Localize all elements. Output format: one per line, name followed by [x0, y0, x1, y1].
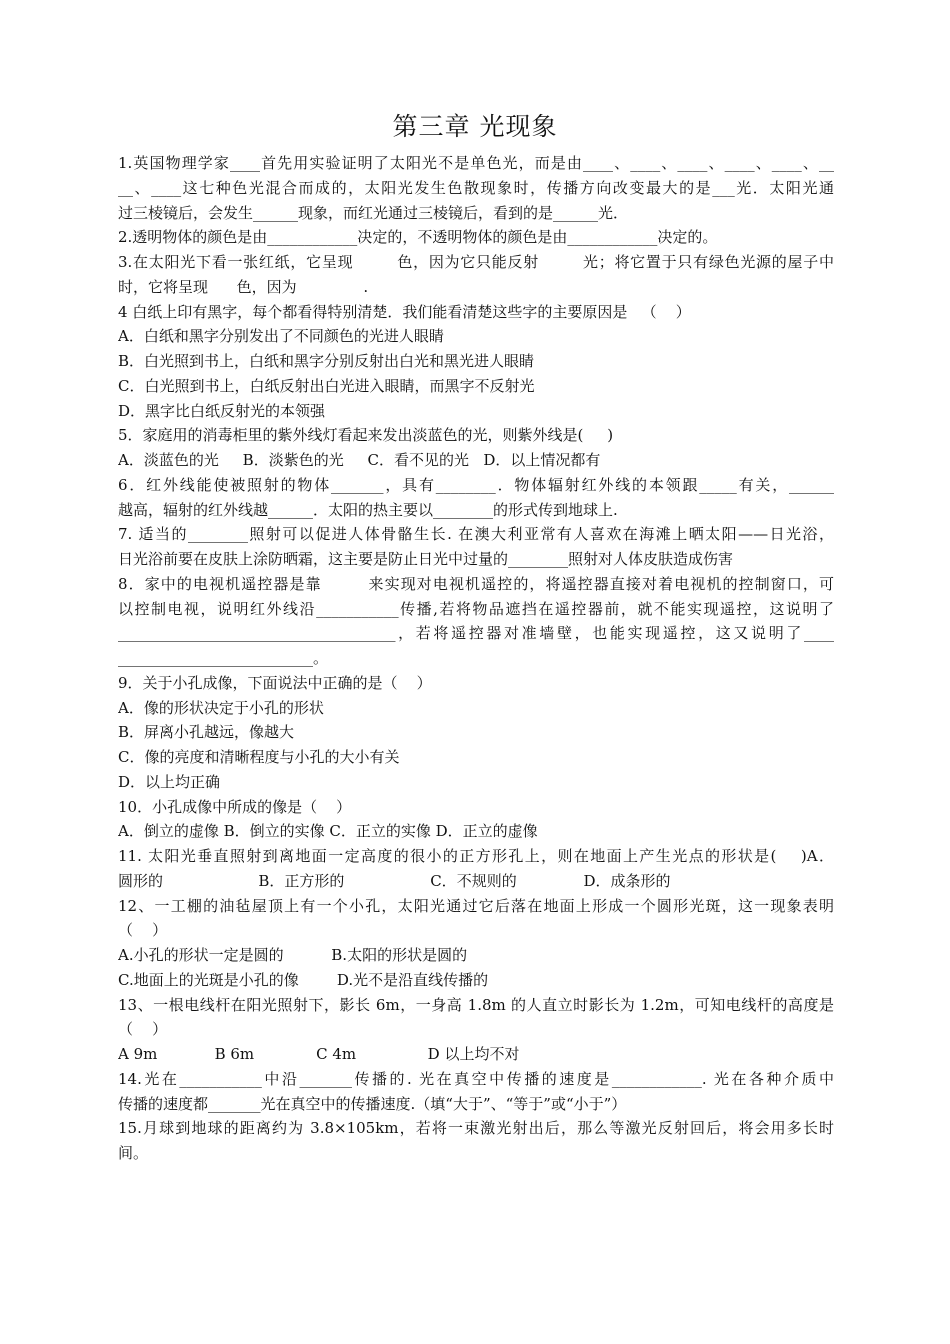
text-line: 时，它将呈现 色，因为 . [118, 277, 369, 296]
page-title: 第三章 光现象 [392, 112, 558, 141]
text-line: 2.透明物体的颜色是由____________决定的，不透明物体的颜色是由____________决定的。 [118, 228, 718, 247]
option-line: C．像的亮度和清晰程度与小孔的大小有关 [118, 748, 400, 766]
text-line: __、____这七种色光混合而成的，太阳光发生色散现象时，传播方向改变最大的是___光．太阳光通 [118, 178, 834, 197]
text-line: _____________________________________，若将遥控器对准墙壁，也能实现遥控，这又说明了____ [118, 624, 834, 643]
option-line: B．屏离小孔越远，像越大 [118, 723, 295, 742]
text-line: 10．小孔成像中所成的像是（ ） [118, 797, 352, 816]
text-line: 6．红外线能使被照射的物体_______，具有________．物体辐射红外线的本领跟_____有关，______ [118, 475, 834, 494]
text-line: 间。 [118, 1144, 149, 1162]
option-line: A.小孔的形状一定是圆的 B.太阳的形状是圆的 [118, 946, 468, 964]
text-line: 15.月球到地球的距离约为 3.8×105km，若将一束激光射出后，那么等激光反射回后，将会用多长时 [118, 1119, 834, 1138]
text-line: 14.光在___________中沿_______传播的. 光在真空中传播的速度是____________. 光在各种介质中 [118, 1069, 834, 1088]
text-line: 13、一根电线杆在阳光照射下，影长 6m，一身高 1.8m 的人直立时影长为 1.2m，可知电线杆的高度是 [118, 995, 834, 1014]
text-line: （ ） [118, 921, 168, 940]
option-line: B．白光照到书上，白纸和黑字分别反射出白光和黑光进人眼睛 [118, 352, 535, 370]
text-line: 以控制电视，说明红外线沿___________传播,若将物品遮挡在遥控器前，就不能实现遥控，这说明了 [118, 599, 834, 618]
text-line: 7. 适当的________照射可以促进人体骨骼生长. 在澳大利亚常有人喜欢在海滩上晒太阳——日光浴， [118, 525, 834, 544]
option-line: D．以上均正确 [118, 772, 221, 791]
text-line: 11. 太阳光垂直照射到离地面一定高度的很小的正方形孔上，则在地面上产生光点的形状是( )A． [118, 847, 834, 865]
text-line: 3.在太阳光下看一张红纸，它呈现 色，因为它只能反射 光；将它置于只有绿色光源的屋子中 [118, 253, 834, 271]
text-line: 12、一工棚的油毡屋顶上有一个小孔，太阳光通过它后落在地面上形成一个圆形光斑，这一现象表明 [118, 896, 834, 915]
option-line: A．倒立的虚像 B．倒立的实像 C．正立的实像 D．正立的虚像 [118, 822, 538, 841]
option-line: C.地面上的光斑是小孔的像 D.光不是沿直线传播的 [118, 970, 489, 989]
option-line: 圆形的 B．正方形的 C．不规则的 D．成条形的 [118, 871, 671, 890]
text-line: __________________________。 [118, 649, 329, 667]
question-body [118, 151, 834, 1166]
option-line: C．白光照到书上，白纸反射出白光进入眼睛，而黑字不反射光 [118, 376, 535, 395]
option-line: A．淡蓝色的光 B．淡紫色的光 C．看不见的光 D．以上情况都有 [118, 451, 601, 469]
option-line: A．像的形状决定于小孔的形状 [118, 698, 324, 717]
text-line: 5．家庭用的消毒柜里的紫外线灯看起来发出淡蓝色的光，则紫外线是( ) [118, 426, 614, 445]
text-line: （ ） [118, 1020, 168, 1039]
text-line: 9．关于小孔成像，下面说法中正确的是（ ） [118, 673, 432, 692]
option-line: A 9m B 6m C 4m D 以上均不对 [118, 1045, 520, 1063]
option-line: D．黑字比白纸反射光的本领强 [118, 401, 326, 420]
option-line: A．白纸和黑字分别发出了不同颜色的光进人眼睛 [118, 327, 444, 346]
text-line: 日光浴前要在皮肤上涂防晒霜，这主要是防止日光中过量的________照射对人体皮肤造成伤害 [118, 550, 734, 568]
text-line: 越高，辐射的红外线越______．太阳的热主要以________的形式传到地球上. [118, 500, 618, 519]
text-line: 4 白纸上印有黑字，每个都看得特别清楚．我们能看清楚这些字的主要原因是 （ ） [118, 302, 691, 321]
text-line: 1.英国物理学家____首先用实验证明了太阳光不是单色光，而是由____、____、____、____、____、__ [118, 154, 834, 172]
text-line: 过三棱镜后，会发生______现象，而红光通过三棱镜后，看到的是______光． [118, 203, 629, 222]
text-line: 传播的速度都_______光在真空中的传播速度.（填“大于”、“等于”或“小于”） [118, 1094, 627, 1113]
text-line: 8．家中的电视机遥控器是靠 来实现对电视机遥控的，将遥控器直接对着电视机的控制窗口，可 [118, 574, 834, 593]
